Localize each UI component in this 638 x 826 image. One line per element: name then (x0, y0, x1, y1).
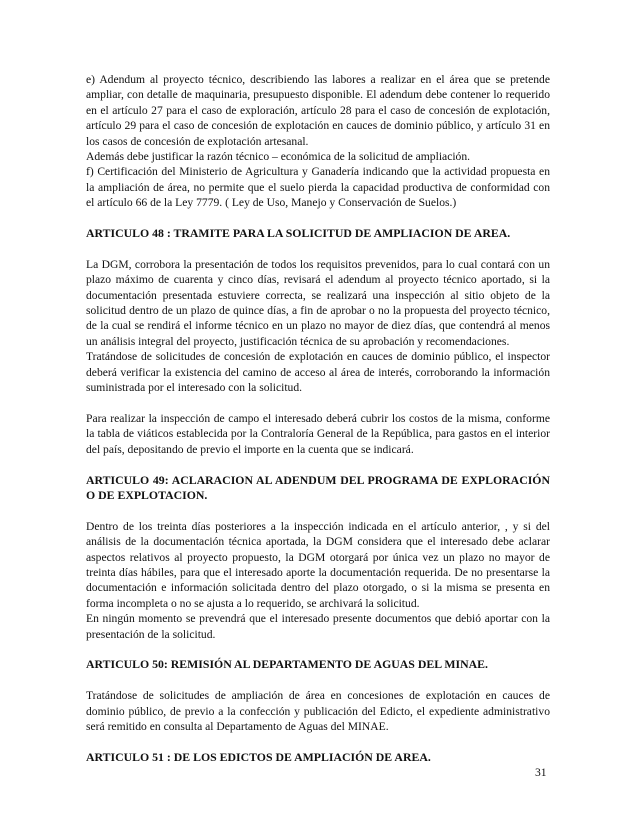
spacer (86, 642, 550, 657)
paragraph-public-domain-inspection: Tratándose de solicitudes de concesión de explotación en cauces de dominio público, el inspector deberá verificar la existencia del camino de acceso al área de interés, corroborando la información suministrada por el interesado con la solicitud. (86, 350, 550, 395)
paragraph-justification: Además debe justificar la razón técnico – económica de la solicitud de ampliación. (86, 150, 471, 164)
heading-article-50: ARTICULO 50: REMISIÓN AL DEPARTAMENTO DE AGUAS DEL MINAE. (86, 657, 488, 672)
paragraph-inspection-costs: Para realizar la inspección de campo el interesado deberá cubrir los costos de la misma, conforme la tabla de viáticos establecida por la Contraloría General de la República, para gastos en el interior del país, depositando de previo el importe en la cuenta que se indicará. (86, 411, 550, 456)
heading-article-48: ARTICULO 48 : TRAMITE PARA LA SOLICITUD DE AMPLIACION DE AREA. (86, 226, 511, 241)
spacer (86, 673, 550, 688)
document-body (86, 72, 550, 765)
spacer (86, 734, 550, 749)
heading-article-49: ARTICULO 49: ACLARACION AL ADENDUM DEL PROGRAMA DE EXPLORACIÓN O DE EXPLOTACION. (86, 472, 550, 502)
paragraph-water-department: Tratándose de solicitudes de ampliación de área en concesiones de explotación en cauces de dominio público, de previo a la confección y publicación del Edicto, el expediente administrativo será remitido en consulta al Departamento de Aguas del MINAE. (86, 689, 550, 733)
spacer (86, 211, 550, 226)
spacer (86, 503, 550, 518)
paragraph-item-f: f) Certificación del Ministerio de Agricultura y Ganadería indicando que la actividad propuesta en la ampliación de área, no permite que el suelo pierda la capacidad productiva de conformidad con el artículo 66 de la Ley 7779. ( Ley de Uso, Manejo y Conservación de Suelos.) (86, 165, 550, 210)
paragraph-clarification-term: Dentro de los treinta días posteriores a la inspección indicada en el artículo anterior, , y si del análisis de la documentación técnica aportada, la DGM considera que el interesado debe aclarar aspectos relativos al proyecto propuesto, la DGM otorgará por única vez un plazo no mayor de treinta días hábiles, para que el interesado aporte la documentación requerida. De no presentarse la documentación e información solicitada dentro del plazo otorgado, o si la misma se presenta en forma incompleta o no se ajusta a lo requerido, se archivará la solicitud. (86, 519, 550, 610)
paragraph-no-prevention: En ningún momento se prevendrá que el interesado presente documentos que debió aportar con la presentación de la solicitud. (86, 612, 550, 641)
paragraph-item-e: e) Adendum al proyecto técnico, describiendo las labores a realizar en el área que se pretende ampliar, con detalle de maquinaria, presupuesto disponible. El adendum debe contener lo requerido en el artículo 27 para el caso de exploración, artículo 28 para el caso de concesión de explotación, artículo 29 para el caso de concesión de explotación en cauces de dominio público, y artículo 31 en los casos de concesión de explotación artesanal. (86, 73, 550, 148)
spacer (86, 396, 550, 411)
spacer (86, 241, 550, 256)
heading-article-51: ARTICULO 51 : DE LOS EDICTOS DE AMPLIACIÓN DE AREA. (86, 749, 431, 764)
page-number: 31 (535, 766, 547, 779)
spacer (86, 457, 550, 472)
paragraph-dgm-review: La DGM, corrobora la presentación de todos los requisitos prevenidos, para lo cual contará con un plazo máximo de cuarenta y cinco días, revisará el adendum al proyecto técnico aportado, si la documentación presentada estuviere correcta, se realizará una inspección al sitio objeto de la solicitud dentro de un plazo de quince días, a fin de aprobar o no la propuesta del proyecto técnico, de la cual se rendirá el informe técnico en un plazo no mayor de diez días, que contendrá al menos un análisis integral del proyecto, justificación técnica de su aprobación y recomendaciones. (86, 257, 550, 348)
